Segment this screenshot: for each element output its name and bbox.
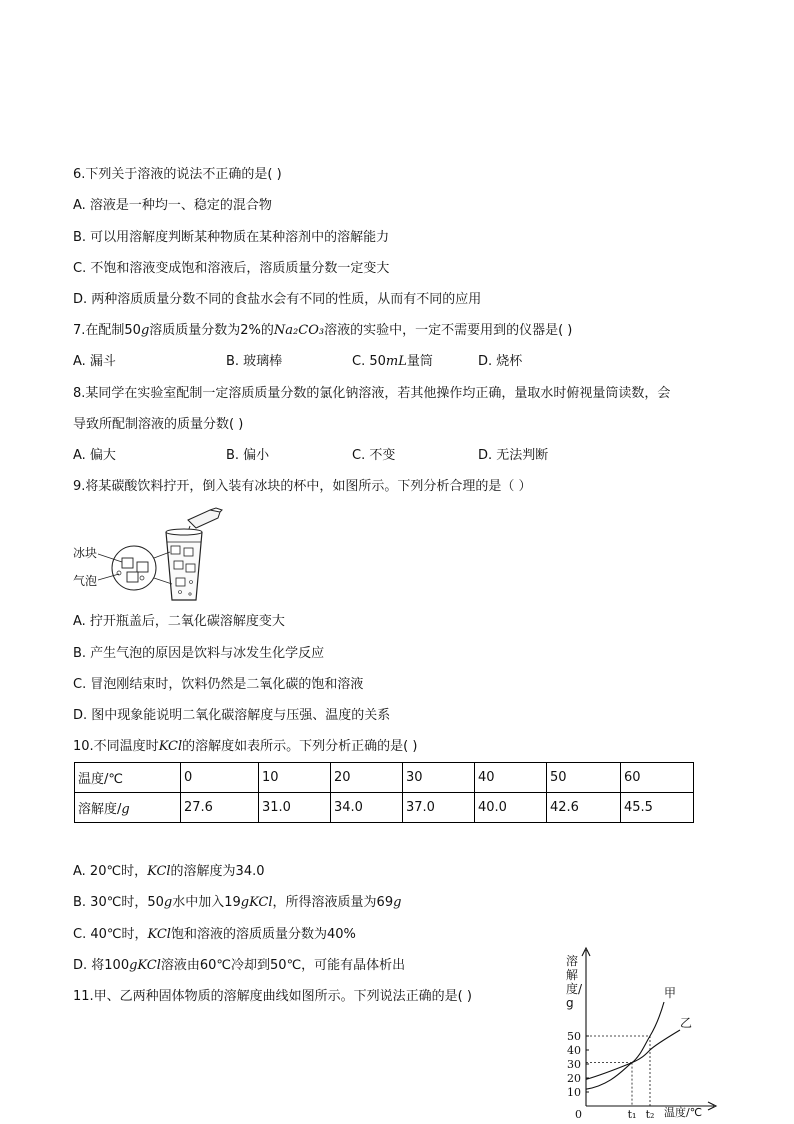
table-cell: 50 bbox=[547, 763, 621, 793]
q6-stem: 6.下列关于溶液的说法不正确的是( ) bbox=[73, 167, 282, 182]
table-cell: 温度/℃ bbox=[75, 763, 181, 793]
y-tick-label: 30 bbox=[567, 1058, 581, 1071]
q8-stem-line2: 导致所配制溶液的质量分数( ) bbox=[73, 417, 244, 432]
q10-option-d: D. 将100gKCl溶液由60℃冷却到50℃，可能有晶体析出 bbox=[73, 958, 406, 973]
table-cell: 27.6 bbox=[181, 793, 259, 823]
q9-stem: 9.将某碳酸饮料拧开，倒入装有冰块的杯中，如图所示。下列分析合理的是（ ） bbox=[73, 479, 532, 494]
q9-option-d: D. 图中现象能说明二氧化碳溶解度与压强、温度的关系 bbox=[73, 708, 391, 723]
table-cell: 溶解度/g bbox=[75, 793, 181, 823]
q6-option-b: B. 可以用溶解度判断某种物质在某种溶剂中的溶解能力 bbox=[73, 230, 390, 245]
table-row bbox=[75, 763, 694, 793]
q6-option-c: C. 不饱和溶液变成饱和溶液后，溶质质量分数一定变大 bbox=[73, 261, 390, 276]
q10-option-c: C. 40℃时，KCl饱和溶液的溶质质量分数为40% bbox=[73, 927, 356, 942]
y-tick-label: 10 bbox=[567, 1086, 581, 1099]
table-cell: 20 bbox=[331, 763, 403, 793]
q7-stem: 7.在配制50g溶质质量分数为2%的Na₂CO₃溶液的实验中，一定不需要用到的仪器是( ) bbox=[73, 323, 573, 338]
q10-stem: 10.不同温度时KCl的溶解度如表所示。下列分析正确的是( ) bbox=[73, 739, 418, 754]
table-cell: 40 bbox=[475, 763, 547, 793]
table-cell: 42.6 bbox=[547, 793, 621, 823]
q9-option-a: A. 拧开瓶盖后，二氧化碳溶解度变大 bbox=[73, 614, 285, 629]
table-cell: 37.0 bbox=[403, 793, 475, 823]
x-tick-label: t₂ bbox=[645, 1108, 655, 1120]
q7-option-a: A. 漏斗 bbox=[73, 354, 116, 369]
q11-stem: 11.甲、乙两种固体物质的溶解度曲线如图所示。下列说法正确的是( ) bbox=[73, 989, 472, 1004]
q9-option-c: C. 冒泡刚结束时，饮料仍然是二氧化碳的饱和溶液 bbox=[73, 677, 364, 692]
x-axis-label: 温度/℃ bbox=[664, 1106, 703, 1119]
y-tick-label: 40 bbox=[567, 1044, 581, 1057]
q7-option-c: C. 50mL量筒 bbox=[352, 354, 433, 369]
y-tick-label: 20 bbox=[567, 1072, 581, 1085]
q7-option-b: B. 玻璃棒 bbox=[226, 354, 283, 369]
table-cell: 0 bbox=[181, 763, 259, 793]
ice-drink-figure bbox=[70, 506, 230, 606]
y-tick-label: 0 bbox=[575, 1108, 582, 1120]
q8-option-d: D. 无法判断 bbox=[478, 448, 549, 463]
solubility-curve-svg bbox=[560, 944, 720, 1120]
table-cell: 10 bbox=[259, 763, 331, 793]
series-label-yi: 乙 bbox=[680, 1016, 693, 1030]
x-tick-label: t₁ bbox=[627, 1108, 637, 1120]
q8-stem-line1: 8.某同学在实验室配制一定溶质质量分数的氯化钠溶液，若其他操作均正确，量取水时俯视量筒读数，会 bbox=[73, 386, 671, 401]
table-cell: 40.0 bbox=[475, 793, 547, 823]
q10-option-b: B. 30℃时，50g水中加入19gKCl，所得溶液质量为69g bbox=[73, 895, 402, 910]
q6-option-a: A. 溶液是一种均一、稳定的混合物 bbox=[73, 198, 272, 213]
q8-option-b: B. 偏小 bbox=[226, 448, 270, 463]
q7-option-d: D. 烧杯 bbox=[478, 354, 523, 369]
q10-option-a: A. 20℃时，KCl的溶解度为34.0 bbox=[73, 864, 265, 879]
bubble-label: 气泡 bbox=[73, 574, 98, 588]
solubility-curve-chart bbox=[560, 944, 720, 1120]
table-cell: 30 bbox=[403, 763, 475, 793]
series-yi-curve bbox=[586, 1030, 680, 1079]
q8-option-c: C. 不变 bbox=[352, 448, 396, 463]
table-cell: 31.0 bbox=[259, 793, 331, 823]
q6-option-d: D. 两种溶质质量分数不同的食盐水会有不同的性质，从而有不同的应用 bbox=[73, 292, 482, 307]
kcl-solubility-table bbox=[74, 762, 694, 823]
table-cell: 45.5 bbox=[621, 793, 694, 823]
ice-cube-label: 冰块 bbox=[73, 546, 98, 560]
table-cell: 60 bbox=[621, 763, 694, 793]
series-label-jia: 甲 bbox=[664, 986, 677, 1000]
table-cell: 34.0 bbox=[331, 793, 403, 823]
q9-option-b: B. 产生气泡的原因是饮料与冰发生化学反应 bbox=[73, 646, 325, 661]
y-axis-label: 溶解度/g bbox=[566, 954, 583, 1010]
table-row bbox=[75, 793, 694, 823]
q8-option-a: A. 偏大 bbox=[73, 448, 116, 463]
y-tick-label: 50 bbox=[567, 1030, 581, 1043]
